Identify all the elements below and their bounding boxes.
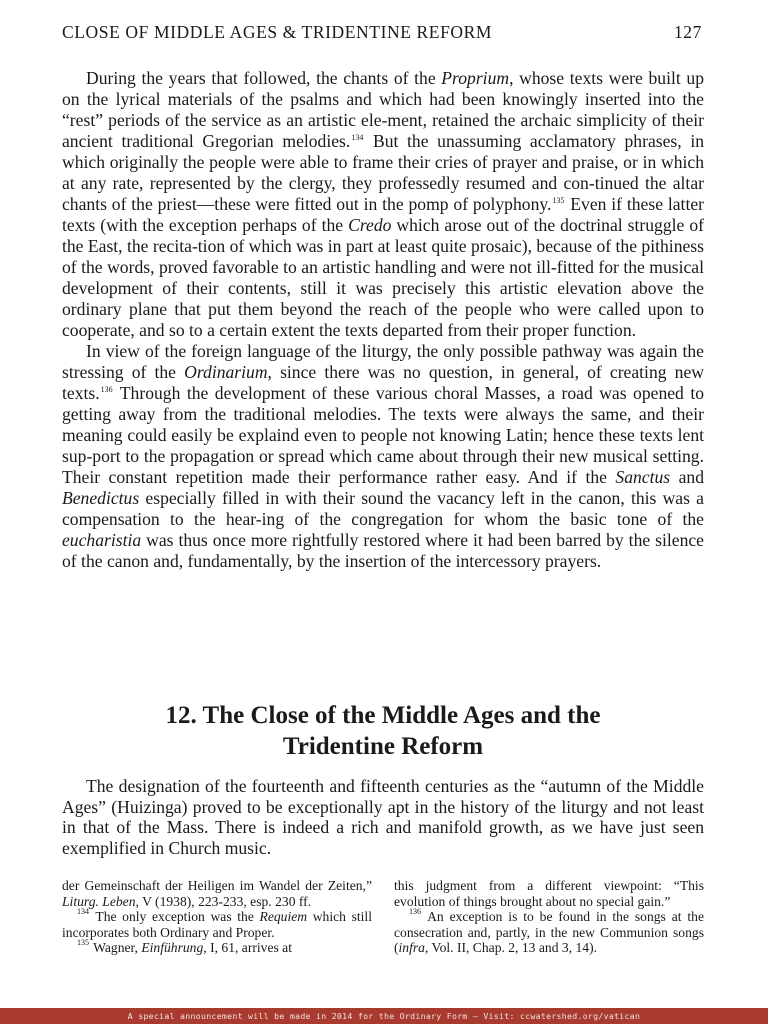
footnote-continuation-right: this judgment from a different viewpoint: “This evolution of things brought about no special gain.” [394, 878, 704, 909]
paragraph-2: In view of the foreign language of the liturgy, the only possible pathway was again the stressing of the Ordinarium, since there was no question, in general, of creating new texts.$^{136}$ Through the development of these various choral Masses, a road was opened to getting away from the traditional melodies. The texts were always the same, and their meaning could easily be explaind even to people not knowing Latin; hence these texts lent sup-port to the propagation or spread which came about through their new musical setting. Their constant repetition made their performance rather easy. And if the Sanctus and Benedictus especially filled in with their sound the vacancy left in the canon, this was a compensation to the hear-ing of the congregation for whom the basic tone of the eucharistia was thus once more rightfully restored where it had been barred by the silence of the canon and, fundamentally, by the insertion of the intercessory prayers. [62, 341, 704, 571]
term-benedictus: Benedictus [62, 488, 140, 508]
footnote-ref-135: 135 [552, 196, 565, 205]
term-sanctus: Sanctus [615, 467, 671, 487]
term-credo: Credo [348, 215, 392, 235]
footnote-134: $^{134}$ The only exception was the Requiem which still incorporates both Ordinary and Proper. [62, 907, 372, 940]
footnote-continuation-left: der Gemeinschaft der Heiligen im Wandel der Zeiten,” Liturg. Leben, V (1938), 223-233, esp. 230 ff. [62, 878, 372, 909]
chapter-heading-line-2: Tridentine Reform [282, 733, 484, 760]
term-ordinarium: Ordinarium [184, 362, 268, 382]
footnotes-right-column [394, 878, 704, 956]
footnote-ref-136: 136 [100, 385, 113, 394]
chapter-heading-line-1: 12. The Close of the Middle Ages and the [165, 702, 601, 729]
footnotes-left-column [62, 878, 372, 956]
chapter-intro [62, 776, 704, 858]
footnote-135: $^{135}$ Wagner, Einführung, I, 61, arrives at [77, 938, 292, 956]
page-number: 127 [673, 22, 702, 42]
body-text [62, 68, 704, 572]
chapter-heading [62, 700, 704, 762]
footnote-ref-134: 134 [351, 133, 364, 142]
running-title: CLOSE OF MIDDLE AGES & TRIDENTINE REFORM [62, 22, 493, 42]
announcement-banner: A special announcement will be made in 2014 for the Ordinary Form — Visit: ccwatershed.org/vatican [0, 1008, 768, 1024]
footnotes [62, 878, 704, 956]
term-proprium: Proprium [441, 68, 510, 88]
chapter-intro-paragraph: The designation of the fourteenth and fifteenth centuries as the “autumn of the Middle Ages” (Huizinga) proved to be exceptionally apt in the history of the liturgy and not least in that of the Mass. There is indeed a rich and manifold growth, as we have just seen exemplified in Church music. [62, 776, 704, 858]
paragraph-1: During the years that followed, the chants of the Proprium, whose texts were built up on the lyrical materials of the psalms and which had been knowingly inserted into the “rest” periods of the service as an artistic ele-ment, retained the archaic simplicity of their ancient traditional Gregorian melodies.$^{134}$ But the unassuming acclamatory phrases, in which originally the people were able to frame their cries of prayer and praise, or in which at any rate, represented by the clergy, they professedly resumed and con-tinued the altar chants of the priest—these were fitted out in the pomp of polyphony.$^{135}$ Even if these latter texts (with the exception perhaps of the Credo which arose out of the doctrinal struggle of the East, the recita-tion of which was in part at least quite prosaic), because of the pithiness of the words, proved favorable to an artistic handling and were not ill-fitted for the musical development of their contents, still it was precisely this artistic elevation above the ordinary plane that put them beyond the reach of the people who were called upon to cooperate, and so to a certain extent the texts departed from their proper function. [62, 68, 705, 340]
running-head [62, 22, 702, 43]
term-eucharistia: eucharistia [62, 530, 142, 550]
footnote-136: $^{136}$ An exception is to be found in the songs at the consecration and, partly, in the new Communion songs (infra, Vol. II, Chap. 2, 13 and 3, 14). [394, 907, 704, 956]
